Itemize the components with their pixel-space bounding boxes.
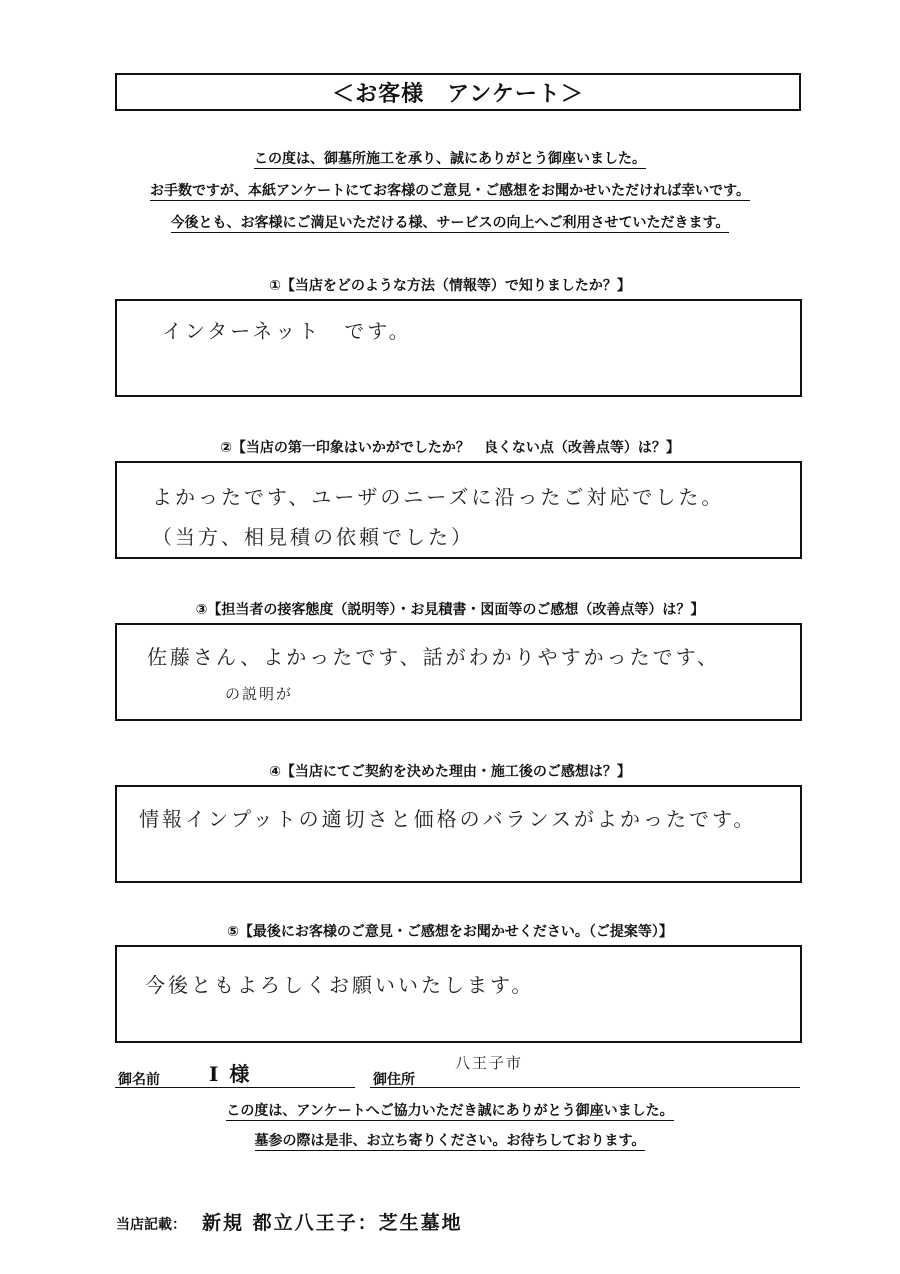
outro-line-1: この度は、アンケートへご協力いただき誠にありがとう御座いました。 (226, 1103, 674, 1119)
intro-line-1: この度は、御墓所施工を承り、誠にありがとう御座いました。 (254, 151, 646, 167)
customer-name-value: I 様 (209, 1062, 252, 1086)
survey-title: ＜お客様 アンケート＞ (115, 73, 801, 111)
question-2-answer-line-1: よかったです、ユーザのニーズに沿ったご対応でした。 (152, 485, 725, 509)
question-4-answer-box[interactable] (115, 785, 802, 883)
question-2-answer-box[interactable] (115, 461, 802, 559)
customer-name-field[interactable] (115, 1064, 355, 1088)
intro-line-3: 今後とも、お客様にご満足いただける様、サービスの向上へご利用させていただきます。 (170, 215, 730, 231)
question-5-answer-line-1: 今後ともよろしくお願いいたします。 (145, 973, 535, 997)
question-4-answer-line-1: 情報インプットの適切さと価格のバランスがよかったです。 (139, 807, 757, 831)
question-1-label: ①【当店をどのような方法（情報等）で知りましたか？】 (269, 278, 631, 294)
footer-label: 当店記載： (116, 1217, 186, 1233)
question-2-label: ②【当店の第一印象はいかがでしたか？ 良くない点（改善点等）は？】 (220, 440, 680, 456)
question-5-label: ⑤【最後にお客様のご意見・ご感想をお聞かせください。（ご提案等）】 (227, 924, 673, 940)
customer-address-value: 八王子市 (455, 1054, 524, 1072)
question-1-answer-box[interactable] (115, 299, 802, 397)
question-5-answer-box[interactable] (115, 945, 802, 1043)
customer-name-label: 御名前 (118, 1072, 160, 1088)
intro-line-2: お手数ですが、本紙アンケートにてお客様のご意見・ご感想をお聞かせいただければ幸いです。 (149, 183, 751, 199)
customer-address-label: 御住所 (373, 1072, 415, 1088)
outro-line-2: 墓参の際は是非、お立ち寄りください。お待ちしております。 (254, 1133, 646, 1149)
footer-stamp: 新規 都立八王子：芝生墓地 (202, 1212, 463, 1234)
question-3-label: ③【担当者の接客態度（説明等）・お見積書・図面等のご感想（改善点等）は？】 (195, 602, 705, 618)
question-1-answer-line-1: インターネット です。 (162, 319, 412, 343)
question-3-answer-box[interactable] (115, 623, 802, 721)
customer-address-underline (370, 1087, 800, 1088)
customer-address-field[interactable] (370, 1054, 800, 1088)
question-4-label: ④【当店にてご契約を決めた理由・施工後のご感想は？】 (269, 764, 631, 780)
question-3-answer-line-1: 佐藤さん、よかったです、話がわかりやすかったです、 (147, 645, 720, 669)
question-3-answer-line-2: の説明が (225, 685, 294, 703)
question-2-answer-line-2: （当方、相見積の依頼でした） (152, 525, 474, 549)
